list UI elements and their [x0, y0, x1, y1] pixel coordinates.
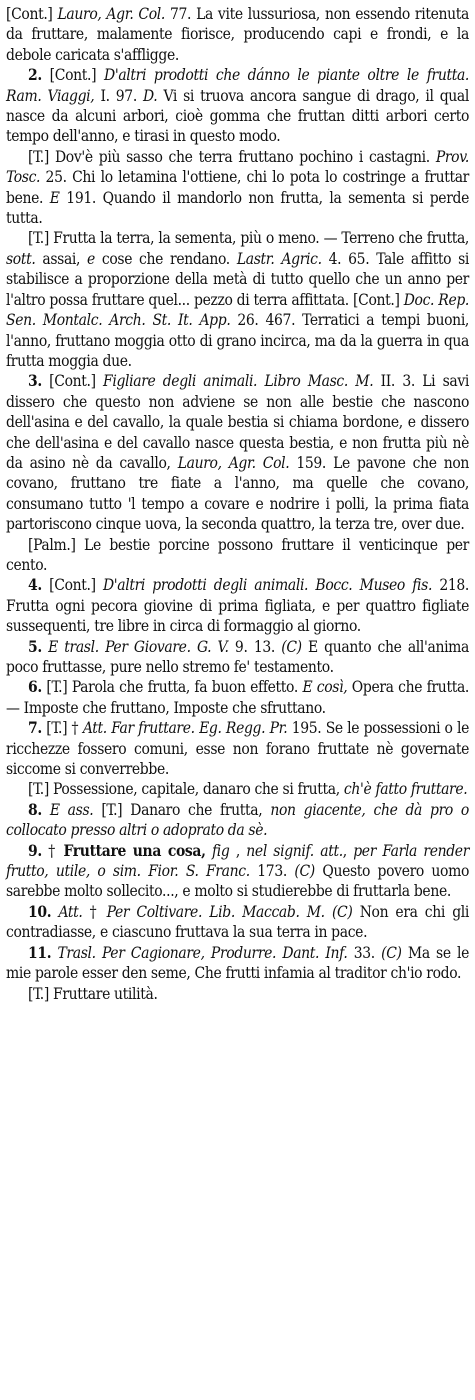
body-text: [T.] Possessione, capitale, danaro che si frutta, — [28, 780, 344, 799]
italic-text: Lauro, Agr. Col. — [57, 5, 165, 23]
dictionary-paragraph — [6, 575, 469, 636]
bold-text: 7. — [28, 718, 42, 738]
italic-text: Prov. Tosc. — [6, 147, 469, 187]
italic-text: e — [87, 249, 95, 268]
entry-list — [6, 4, 469, 1004]
italic-text: (C) — [381, 943, 402, 962]
italic-text: Lauro, Agr. Col. — [177, 453, 290, 472]
bold-text: 10. — [28, 901, 52, 921]
body-text: † — [41, 841, 64, 860]
italic-text: non giacente, che dà pro o collocato presso altri o adoprato da sè. — [6, 800, 469, 840]
italic-text: Att. — [58, 902, 83, 921]
body-text: 159. Le pavone che non covano, fruttano tre fiate a l'anno, ma quelle che covano, consumano tutto 'l tempo a covare e nodrire i polli, la prima fiata partoriscono cinque uova, la seconda quattro, la terza tre, over due. — [6, 453, 470, 534]
italic-text: D. — [143, 86, 158, 105]
body-text: [T.] Fruttare utilità. — [28, 984, 158, 1003]
body-text: [Cont.] — [41, 66, 105, 85]
body-text: 195. Se le possessioni o le ricchezze fossero comuni, esse non forano fruttate nè governate siccome si converrebbe. — [6, 719, 469, 779]
body-text: I. 97. — [94, 86, 143, 105]
body-text: Non era chi gli contradiasse, e ciascuno fruttava la sua terra in pace. — [6, 902, 470, 942]
dictionary-paragraph — [6, 65, 469, 147]
body-text: , — [342, 841, 354, 860]
dictionary-paragraph — [6, 147, 469, 229]
italic-text: Figliare degli animali. Libro Masc. M. — [103, 372, 374, 391]
body-text: Questo povero uomo sarebbe molto sollecito..., e molto si studierebbe di fruttarla bene. — [6, 862, 470, 901]
body-text: Ma se le mie parole esser den seme, Che frutti infamia al traditor ch'io rodo. — [6, 943, 470, 983]
body-text: 4. 65. Tale affitto si stabilisce a proporzione della metà di tutto quello che un anno per l'altro possa fruttare quel... pezzo di terra affittata. [Cont.] — [6, 249, 469, 309]
italic-text: (C) — [281, 637, 302, 656]
italic-text: D'altri prodotti degli animali. Bocc. Museo fis. — [102, 576, 433, 595]
body-text: 9. 13. — [228, 637, 282, 656]
dictionary-paragraph — [6, 841, 469, 902]
italic-text: (C) — [331, 902, 353, 921]
bold-text: 5. — [28, 636, 42, 656]
italic-text: nel signif. att. — [246, 841, 343, 860]
body-text: Opera che frutta. — Imposte che fruttano, Imposte che sfruttano. — [6, 678, 469, 717]
dictionary-paragraph — [6, 800, 469, 841]
dictionary-paragraph — [6, 637, 469, 678]
italic-text: E — [49, 188, 60, 207]
body-text: [T.] Parola che frutta, fa buon effetto. — [41, 678, 303, 697]
body-text: 33. — [347, 943, 382, 962]
italic-text: E trasl. Per Giovare. G. V. — [48, 637, 229, 656]
italic-text: per Farla render frutto, utile, o sim. Fior. S. Franc. — [6, 841, 470, 881]
body-text: cose che rendano. — [94, 249, 237, 268]
bold-text: 2. — [28, 65, 42, 85]
body-text: [T.] Dov'è più sasso che terra fruttano pochino i castagni. — [28, 147, 436, 166]
body-text: [Cont.] — [41, 576, 103, 595]
dictionary-paragraph — [6, 535, 469, 576]
dictionary-paragraph — [6, 677, 469, 718]
italic-text: Lastr. Agric. — [236, 249, 322, 268]
dictionary-paragraph — [6, 718, 469, 779]
dictionary-paragraph — [6, 779, 469, 799]
body-text: 173. — [249, 862, 295, 881]
bold-text: 9. — [28, 840, 42, 860]
body-text: E quanto che all'anima poco fruttasse, pure nello stremo fe' testamento. — [6, 637, 470, 676]
bold-text: Fruttare una cosa, — [63, 840, 206, 860]
body-text: 218. Frutta ogni pecora giovine di prima figliata, e per quattro figliate sussequenti, tre libre in circa di formaggio al giorno. — [6, 576, 469, 636]
italic-text: E così, — [302, 678, 348, 697]
bold-text: 8. — [28, 799, 42, 819]
italic-text: (C) — [294, 862, 315, 881]
italic-text: ch'è fatto fruttare. — [343, 780, 468, 799]
italic-text: Trasl. Per Cagionare, Produrre. Dant. Inf. — [57, 943, 348, 962]
italic-text: Doc. Rep. Sen. Montalc. Arch. St. It. App. — [6, 290, 469, 330]
body-text: , — [229, 841, 247, 860]
bold-text: 4. — [28, 575, 42, 595]
body-text: 191. Quando il mandorlo non frutta, la sementa si perde tutta. — [6, 188, 469, 228]
body-text — [42, 801, 50, 819]
body-text: [Cont.] — [41, 372, 104, 391]
italic-text: Att. Far fruttare. Eg. Regg. Pr. — [82, 719, 288, 738]
body-text: [T.] Danaro che frutta, — [93, 800, 271, 819]
dictionary-paragraph — [6, 984, 469, 1004]
italic-text: sott. — [6, 249, 36, 268]
body-text: 25. Chi lo letamina l'ottiene, chi lo pota lo costringe a fruttar bene. — [6, 168, 469, 207]
italic-text: fig — [211, 841, 230, 860]
body-text: assai, — [35, 249, 88, 268]
italic-text: D'altri prodotti che dánno le piante oltre le frutta. Ram. Viaggi, — [6, 66, 469, 105]
bold-text: 3. — [28, 371, 42, 391]
bold-text: 11. — [28, 942, 52, 962]
body-text: [T.] Frutta la terra, la sementa, più o meno. — Terreno che frutta, — [28, 229, 469, 248]
dictionary-paragraph — [6, 371, 469, 534]
dictionary-page — [6, 4, 469, 1004]
body-text: [Palm.] Le bestie porcine possono fruttare il venticinque per cento. — [6, 535, 469, 574]
body-text: 77. La vite lussuriosa, non essendo ritenuta da fruttare, malamente fiorisce, producendo capi e frondi, e la debole caricata s'affligge. — [6, 5, 469, 64]
dictionary-paragraph — [6, 943, 469, 984]
dictionary-paragraph — [6, 228, 469, 371]
italic-text: Per Coltivare. Lib. Maccab. M. — [106, 902, 325, 921]
body-text: Vi si truova ancora sangue di drago, il qual nasce da alcuni arbori, cioè gomma che fruttan ditti arbori certo tempo dell'anno, e tirasi in questo modo. — [6, 86, 469, 146]
dictionary-paragraph — [6, 4, 469, 65]
dictionary-paragraph — [6, 902, 469, 943]
body-text: † — [82, 902, 107, 921]
body-text: 26. 467. Terratici a tempi buoni, l'anno, fruttano moggia otto di grano incirca, ma da la guerra in qua frutta moggia due. — [6, 311, 470, 370]
bold-text: 6. — [28, 677, 42, 697]
body-text: [Cont.] — [6, 5, 58, 23]
body-text: [T.] † — [41, 719, 83, 738]
body-text — [325, 903, 332, 921]
body-text: II. 3. Li savi dissero che questo non adviene se non alle bestie che nascono dell'asina e del cavallo, la quale bestia si chiama bordone, e dissero che dell'asina e del cavallo nasce questa bestia, e non frutta più nè da asino nè da cavallo, — [6, 372, 469, 472]
italic-text: E ass. — [49, 800, 94, 819]
